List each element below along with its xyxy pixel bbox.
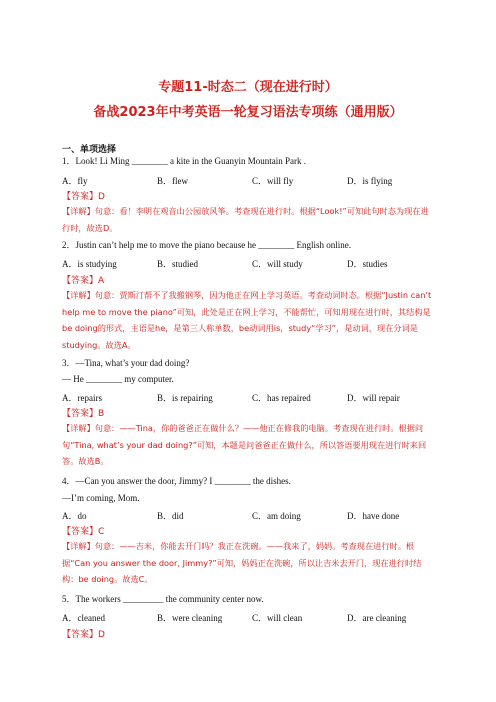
question-3-stem: 3．—Tina, what’s your dad doing?: [62, 358, 190, 368]
question-2-options: [62, 257, 442, 269]
question-2-detail: 【详解】句意：贾斯汀帮不了我搬钢琴，因为他正在网上学习英语。考查动词时态。根据“Justin can’t help me to move the piano”可知，此处是正在网上学习，不能帮忙，可知用现在进行时，其结构是be doing的形式，主语是he，是第三人称单数，be动词用is，study“学习”，是动词，现在分词是studying。故选A。: [62, 290, 432, 350]
question-2-stem: 2．Justin can’t help me to move the piano because he ________ English online.: [62, 240, 352, 250]
option-b: B．did: [157, 511, 184, 521]
option-b: B．is repairing: [157, 393, 213, 403]
option-d: D．have done: [347, 511, 400, 521]
question-1-options: [62, 174, 442, 186]
question-5-answer: 【答案】D: [62, 630, 105, 640]
question-3-answer: 【答案】B: [62, 409, 105, 419]
option-a: A．do: [62, 511, 87, 521]
option-a: A．repairs: [62, 393, 102, 403]
option-d: D．studies: [347, 259, 388, 269]
option-a: A．cleaned: [62, 613, 105, 623]
question-3-stem-line-2: — He ________ my computer.: [62, 374, 174, 384]
question-5-stem: 5．The workers _________ the community center now.: [62, 594, 264, 604]
title-line-2: 备战2023年中考英语一轮复习语法专项练（通用版）: [93, 105, 403, 120]
title-line-1: 专题11-时态二（现在进行时）: [158, 80, 338, 95]
option-d: D．is flying: [347, 176, 393, 186]
option-b: B．studied: [157, 259, 199, 269]
option-d: D．will repair: [347, 393, 400, 403]
question-5-options: [62, 611, 442, 623]
question-1-answer: 【答案】D: [62, 192, 105, 202]
option-b: B．were cleaning: [157, 613, 223, 623]
option-a: A．is studying: [62, 259, 117, 269]
option-b: B．flew: [157, 176, 188, 186]
question-4-detail: 【详解】句意：——吉米，你能去开门吗？我正在洗碗。——我来了，妈妈。考查现在进行时。根据“Can you answer the door, Jimmy?”可知，妈妈正在洗碗，所以让吉米去开门，现在进行时结构：be doing。故选C。: [62, 541, 422, 584]
question-4-stem: 4．—Can you answer the door, Jimmy? I ________ the dishes.: [62, 476, 291, 486]
option-d: D．are cleaning: [347, 613, 407, 623]
option-c: C．will fly: [252, 176, 294, 186]
question-2-answer: 【答案】A: [62, 276, 105, 286]
section-heading: 一、单项选择: [62, 145, 117, 155]
option-c: C．will study: [252, 259, 303, 269]
question-3-options: [62, 391, 442, 403]
question-1-detail: 【详解】句意：看！李明在观音山公园放风筝。考查现在进行时。根据“Look!”可知此句时态为现在进行时，故选D。: [62, 206, 429, 233]
option-c: C．am doing: [252, 511, 301, 521]
question-1-stem: 1．Look! Li Ming ________ a kite in the Guanyin Mountain Park .: [62, 156, 306, 166]
question-3-detail: 【详解】句意：——Tina，你的爸爸正在做什么？——他正在修我的电脑。考查现在进行时。根据问句“Tina, what’s your dad doing?”可知，本题是问爸爸正在做什么，所以答语要用现在进行时来回答。故选B。: [62, 423, 427, 466]
question-4-answer: 【答案】C: [62, 527, 105, 537]
question-4-options: [62, 509, 442, 521]
option-c: C．has repaired: [252, 393, 311, 403]
option-c: C．will clean: [252, 613, 303, 623]
question-4-stem-line-2: —I’m coming, Mom.: [62, 493, 140, 503]
option-a: A．fly: [62, 176, 88, 186]
